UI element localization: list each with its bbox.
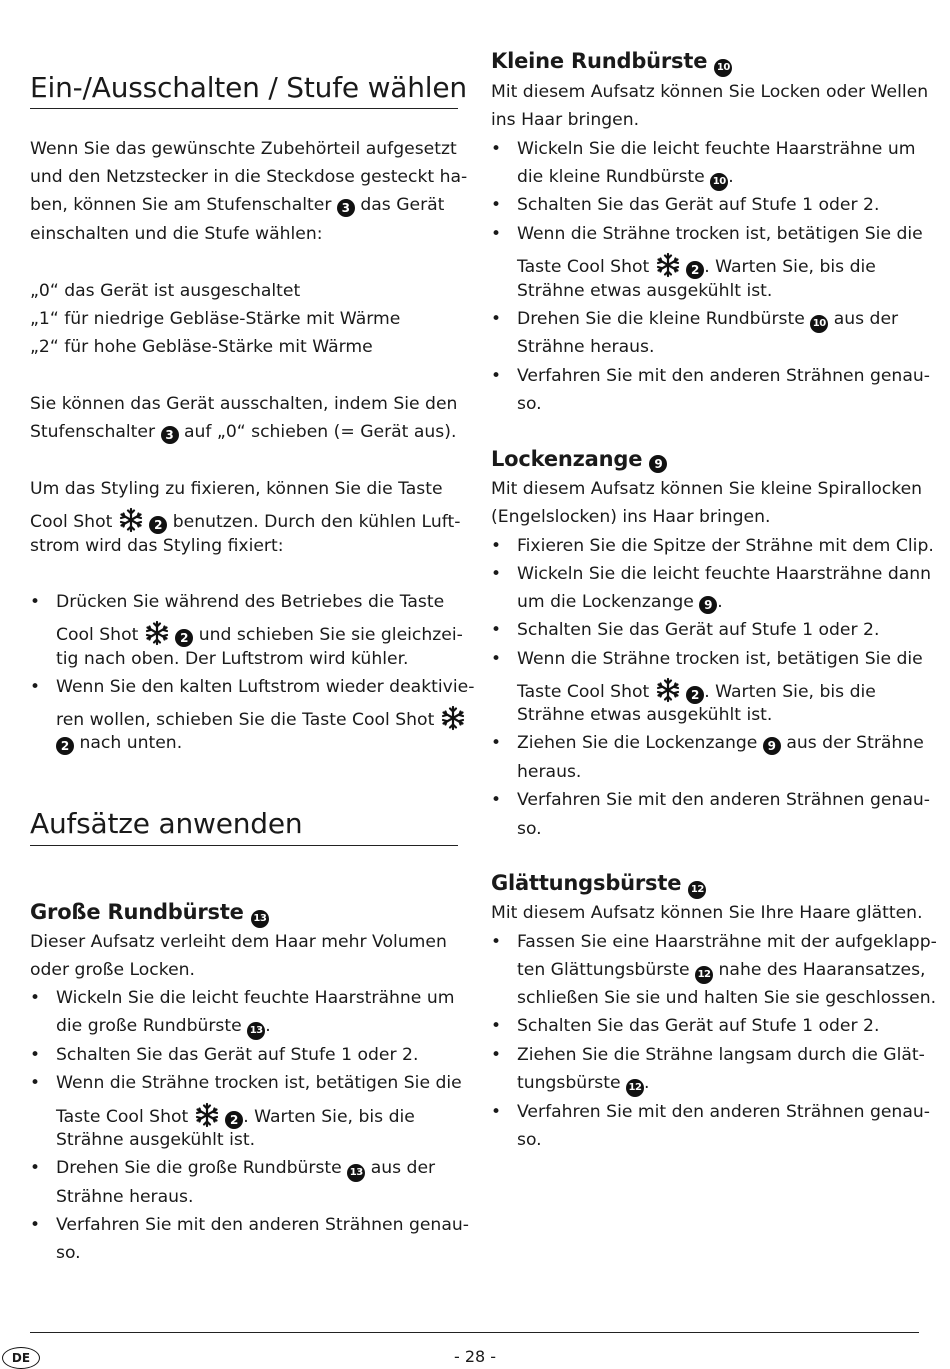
ref-number: 3 xyxy=(337,199,355,217)
list-item-line: ren wollen, schieben Sie die Taste Cool Shot xyxy=(56,705,466,731)
bullet: • xyxy=(491,1045,502,1065)
paragraph-line: ins Haar bringen. xyxy=(491,110,640,130)
bullet: • xyxy=(30,1158,41,1178)
snowflake-icon xyxy=(440,705,466,731)
ref-number: 12 xyxy=(688,881,706,899)
list-item-line: um die Lockenzange 9 . xyxy=(517,592,723,612)
bullet: • xyxy=(491,620,502,640)
list-item-line: Wenn die Strähne trocken ist, betätigen Sie die xyxy=(517,649,923,669)
list-item-line: Fixieren Sie die Spitze der Strähne mit dem Clip. xyxy=(517,536,934,556)
subheading-glaettungsbuerste: Glättungsbürste 12 xyxy=(491,870,706,899)
bullet: • xyxy=(491,309,502,329)
subheading-lockenzange: Lockenzange 9 xyxy=(491,446,667,473)
heading-rule xyxy=(30,108,458,109)
list-item-line: Verfahren Sie mit den anderen Strähnen genau- xyxy=(517,790,930,810)
bullet: • xyxy=(491,1016,502,1036)
list-item-line: Ziehen Sie die Lockenzange 9 aus der Strähne xyxy=(517,733,924,753)
bullet: • xyxy=(491,790,502,810)
list-item-line: Wenn Sie den kalten Luftstrom wieder deaktivie- xyxy=(56,677,475,697)
list-item-line: so. xyxy=(56,1243,81,1263)
bullet: • xyxy=(491,195,502,215)
snowflake-icon xyxy=(655,252,681,278)
ref-number: 9 xyxy=(699,596,717,614)
list-item-line: Fassen Sie eine Haarsträhne mit der aufgeklapp- xyxy=(517,932,937,952)
paragraph-line: Cool Shot 2 benutzen. Durch den kühlen Luft- xyxy=(30,507,460,534)
paragraph-line: Um das Styling zu fixieren, können Sie die Taste xyxy=(30,479,443,499)
subheading-kleine-rundbuerste: Kleine Rundbürste 10 xyxy=(491,48,732,77)
language-badge: DE xyxy=(2,1347,40,1369)
ref-number: 2 xyxy=(686,261,704,279)
paragraph-line: Mit diesem Aufsatz können Sie Locken oder Wellen xyxy=(491,82,929,102)
bullet: • xyxy=(30,592,41,612)
list-item-line: Drücken Sie während des Betriebes die Taste xyxy=(56,592,445,612)
ref-number: 2 xyxy=(175,629,193,647)
snowflake-icon xyxy=(144,620,170,646)
list-item-line: Verfahren Sie mit den anderen Strähnen genau- xyxy=(517,366,930,386)
bullet: • xyxy=(30,1073,41,1093)
snowflake-icon xyxy=(118,507,144,533)
paragraph-line: oder große Locken. xyxy=(30,960,196,980)
list-item-line: Taste Cool Shot 2 . Warten Sie, bis die xyxy=(517,677,876,704)
paragraph-line: Sie können das Gerät ausschalten, indem Sie den xyxy=(30,394,458,414)
list-item-line: 2 nach unten. xyxy=(56,733,182,755)
section-heading-ein-ausschalten: Ein-/Ausschalten / Stufe wählen xyxy=(30,71,467,104)
ref-number: 13 xyxy=(251,910,269,928)
paragraph-line: strom wird das Styling fixiert: xyxy=(30,536,284,556)
bullet: • xyxy=(30,988,41,1008)
list-item-line: tig nach oben. Der Luftstrom wird kühler. xyxy=(56,649,409,669)
ref-number: 13 xyxy=(347,1164,365,1182)
list-item-line: Verfahren Sie mit den anderen Strähnen genau- xyxy=(56,1215,469,1235)
list-item-line: Taste Cool Shot 2 . Warten Sie, bis die xyxy=(56,1102,415,1129)
list-item-line: Strähne ausgekühlt ist. xyxy=(56,1130,256,1150)
list-item-line: die große Rundbürste 13 . xyxy=(56,1016,271,1040)
bullet: • xyxy=(491,139,502,159)
bullet: • xyxy=(491,1102,502,1122)
bullet: • xyxy=(30,1045,41,1065)
list-item-line: so. xyxy=(517,394,542,414)
ref-number: 13 xyxy=(247,1022,265,1040)
bullet: • xyxy=(491,536,502,556)
list-item-line: Wenn die Strähne trocken ist, betätigen Sie die xyxy=(56,1073,462,1093)
paragraph-line: Dieser Aufsatz verleiht dem Haar mehr Volumen xyxy=(30,932,447,952)
list-item-line: so. xyxy=(517,1130,542,1150)
paragraph-line: ben, können Sie am Stufenschalter 3 das Gerät xyxy=(30,195,445,215)
paragraph-line: Wenn Sie das gewünschte Zubehörteil aufgesetzt xyxy=(30,139,457,159)
paragraph-line: einschalten und die Stufe wählen: xyxy=(30,224,323,244)
ref-number: 12 xyxy=(626,1079,644,1097)
paragraph-line: Mit diesem Aufsatz können Sie kleine Spirallocken xyxy=(491,479,923,499)
list-item-line: Taste Cool Shot 2 . Warten Sie, bis die xyxy=(517,252,876,279)
paragraph-line: Stufenschalter 3 auf „0“ schieben (= Gerät aus). xyxy=(30,422,457,442)
list-item-line: Schalten Sie das Gerät auf Stufe 1 oder 2. xyxy=(517,195,880,215)
heading-rule xyxy=(30,845,458,846)
list-item-line: so. xyxy=(517,819,542,839)
level-item: „2“ für hohe Gebläse-Stärke mit Wärme xyxy=(30,337,373,357)
ref-number: 3 xyxy=(161,426,179,444)
subheading-grosse-rundbuerste: Große Rundbürste 13 xyxy=(30,899,269,928)
bullet: • xyxy=(491,224,502,244)
ref-number: 9 xyxy=(649,455,667,473)
list-item-line: ten Glättungsbürste 12 nahe des Haaransatzes, xyxy=(517,960,926,984)
ref-number: 12 xyxy=(695,966,713,984)
ref-number: 10 xyxy=(714,59,732,77)
list-item-line: Drehen Sie die große Rundbürste 13 aus der xyxy=(56,1158,435,1182)
list-item-line: Schalten Sie das Gerät auf Stufe 1 oder 2. xyxy=(517,620,880,640)
paragraph-line: und den Netzstecker in die Steckdose gesteckt ha- xyxy=(30,167,468,187)
list-item-line: Wenn die Strähne trocken ist, betätigen Sie die xyxy=(517,224,923,244)
bullet: • xyxy=(491,649,502,669)
ref-number: 9 xyxy=(763,737,781,755)
list-item-line: Strähne heraus. xyxy=(56,1187,194,1207)
paragraph-line: Mit diesem Aufsatz können Sie Ihre Haare glätten. xyxy=(491,903,923,923)
list-item-line: Wickeln Sie die leicht feuchte Haarsträhne dann xyxy=(517,564,932,584)
list-item-line: Schalten Sie das Gerät auf Stufe 1 oder 2. xyxy=(517,1016,880,1036)
list-item-line: Drehen Sie die kleine Rundbürste 10 aus der xyxy=(517,309,898,333)
level-item: „1“ für niedrige Gebläse-Stärke mit Wärme xyxy=(30,309,401,329)
list-item-line: Schalten Sie das Gerät auf Stufe 1 oder 2. xyxy=(56,1045,419,1065)
list-item-line: Strähne heraus. xyxy=(517,337,655,357)
bullet: • xyxy=(30,1215,41,1235)
ref-number: 2 xyxy=(149,516,167,534)
bullet: • xyxy=(491,733,502,753)
paragraph-line: (Engelslocken) ins Haar bringen. xyxy=(491,507,771,527)
ref-number: 2 xyxy=(686,686,704,704)
footer-rule xyxy=(30,1332,919,1333)
page-number: - 28 - xyxy=(453,1347,497,1366)
list-item-line: die kleine Rundbürste 10 . xyxy=(517,167,734,191)
list-item-line: heraus. xyxy=(517,762,582,782)
list-item-line: schließen Sie sie und halten Sie sie geschlossen. xyxy=(517,988,937,1008)
ref-number: 10 xyxy=(810,315,828,333)
list-item-line: Verfahren Sie mit den anderen Strähnen genau- xyxy=(517,1102,930,1122)
bullet: • xyxy=(491,366,502,386)
bullet: • xyxy=(491,932,502,952)
list-item-line: Ziehen Sie die Strähne langsam durch die Glät- xyxy=(517,1045,925,1065)
list-item-line: tungsbürste 12 . xyxy=(517,1073,649,1097)
section-heading-aufsaetze: Aufsätze anwenden xyxy=(30,807,303,840)
bullet: • xyxy=(491,564,502,584)
level-item: „0“ das Gerät ist ausgeschaltet xyxy=(30,281,301,301)
list-item-line: Wickeln Sie die leicht feuchte Haarsträhne um xyxy=(517,139,916,159)
list-item-line: Strähne etwas ausgekühlt ist. xyxy=(517,281,773,301)
list-item-line: Wickeln Sie die leicht feuchte Haarsträhne um xyxy=(56,988,455,1008)
ref-number: 10 xyxy=(710,173,728,191)
bullet: • xyxy=(30,677,41,697)
list-item-line: Strähne etwas ausgekühlt ist. xyxy=(517,705,773,725)
snowflake-icon xyxy=(655,677,681,703)
ref-number: 2 xyxy=(56,737,74,755)
ref-number: 2 xyxy=(225,1111,243,1129)
list-item-line: Cool Shot 2 und schieben Sie sie gleichzei- xyxy=(56,620,463,647)
snowflake-icon xyxy=(194,1102,220,1128)
